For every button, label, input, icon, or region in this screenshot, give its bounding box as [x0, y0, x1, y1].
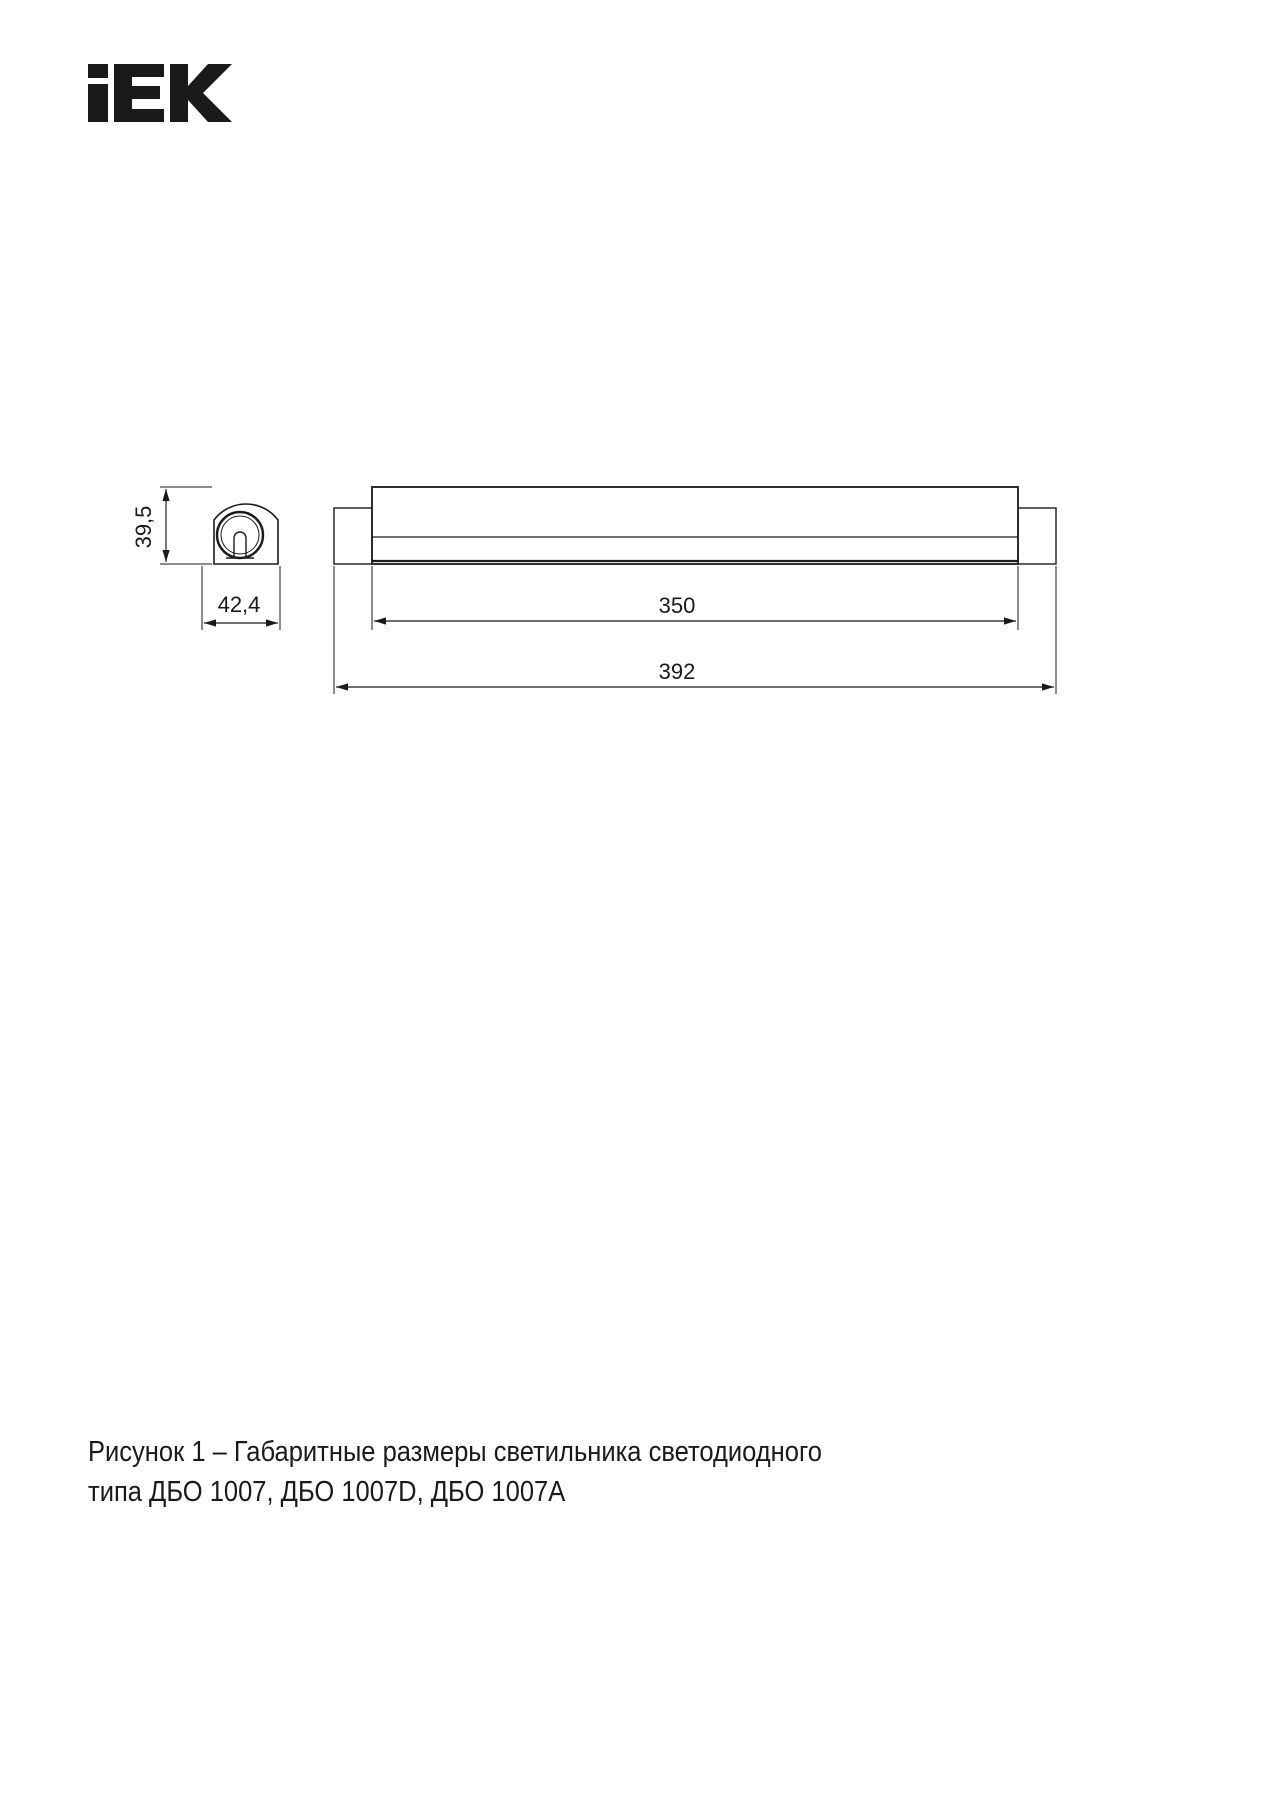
figure-caption	[88, 1432, 1056, 1512]
caption-line-2: типа ДБО 1007, ДБО 1007D, ДБО 1007A	[88, 1476, 566, 1508]
dimension-drawing	[0, 0, 1280, 800]
body-length-label: 350	[658, 593, 696, 618]
caption-line-1: Рисунок 1 – Габаритные размеры светильника светодиодного	[88, 1436, 822, 1468]
end-view	[214, 504, 278, 564]
total-length-label: 392	[658, 659, 696, 684]
width-dimension-label: 42,4	[217, 592, 261, 617]
side-view	[334, 487, 1056, 564]
height-dimension-label: 39,5	[131, 505, 156, 549]
height-dimension	[160, 487, 212, 564]
